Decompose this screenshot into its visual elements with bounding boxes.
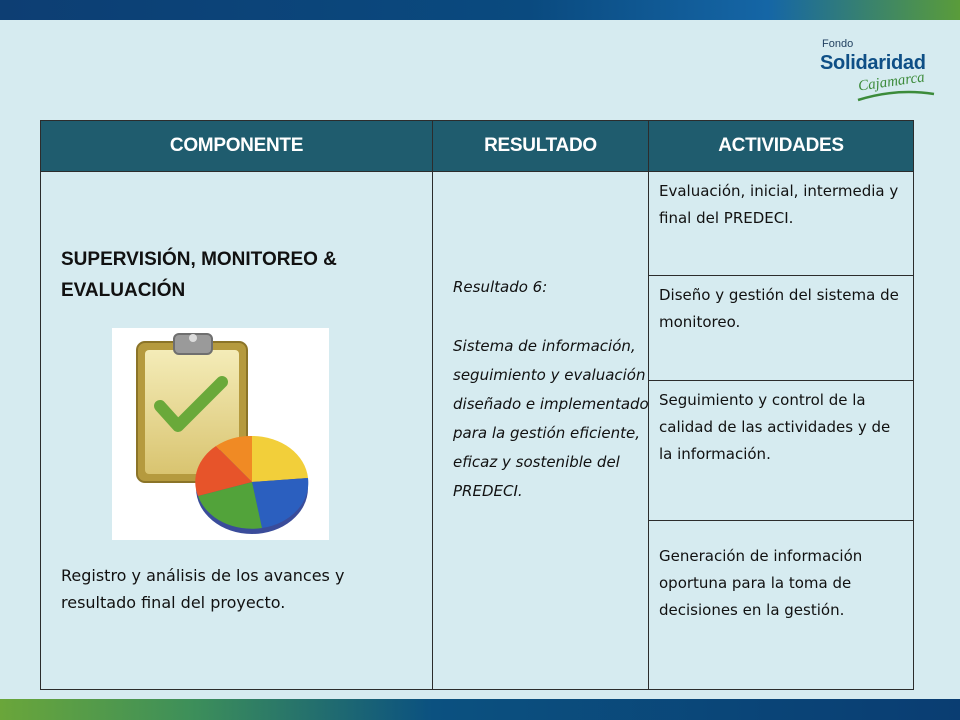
activity-text-2: Diseño y gestión del sistema de monitoreo. bbox=[659, 286, 899, 331]
activity-text-3: Seguimiento y control de la calidad de las actividades y de la información. bbox=[659, 391, 891, 463]
activity-cell-2 bbox=[649, 276, 914, 381]
header-componente: COMPONENTE bbox=[41, 121, 433, 172]
result-description: Sistema de información, seguimiento y evaluación diseñado e implementado para la gestión eficiente, eficaz y sostenible del PREDECI. bbox=[453, 337, 649, 500]
logo-solidaridad-text: Solidaridad bbox=[820, 52, 926, 74]
header-actividades: ACTIVIDADES bbox=[649, 121, 914, 172]
clipboard-check-icon bbox=[112, 328, 329, 540]
component-title: SUPERVISIÓN, MONITOREO & EVALUACIÓN bbox=[61, 249, 337, 301]
bottom-banner-bar bbox=[0, 699, 960, 720]
component-description: Registro y análisis de los avances y resultado final del proyecto. bbox=[61, 566, 345, 612]
fondo-solidaridad-logo bbox=[818, 38, 938, 108]
activity-cell-4 bbox=[649, 521, 914, 690]
activity-text-1: Evaluación, inicial, intermedia y final del PREDECI. bbox=[659, 182, 899, 227]
monitoring-illustration bbox=[112, 328, 329, 540]
result-title: Resultado 6: bbox=[453, 278, 548, 296]
component-table bbox=[40, 120, 914, 690]
result-cell bbox=[433, 172, 649, 690]
pie-chart-icon bbox=[195, 436, 308, 534]
logo-fondo-text: Fondo bbox=[822, 38, 854, 50]
header-resultado: RESULTADO bbox=[433, 121, 649, 172]
activity-text-4: Generación de información oportuna para la toma de decisiones en la gestión. bbox=[659, 547, 863, 619]
logo-cajamarca-text: Cajamarca bbox=[857, 69, 926, 95]
component-cell bbox=[41, 172, 433, 690]
top-banner-bar bbox=[0, 0, 960, 20]
activity-cell-1 bbox=[649, 172, 914, 276]
logo-swoosh-icon bbox=[856, 90, 936, 104]
activity-cell-3 bbox=[649, 381, 914, 521]
